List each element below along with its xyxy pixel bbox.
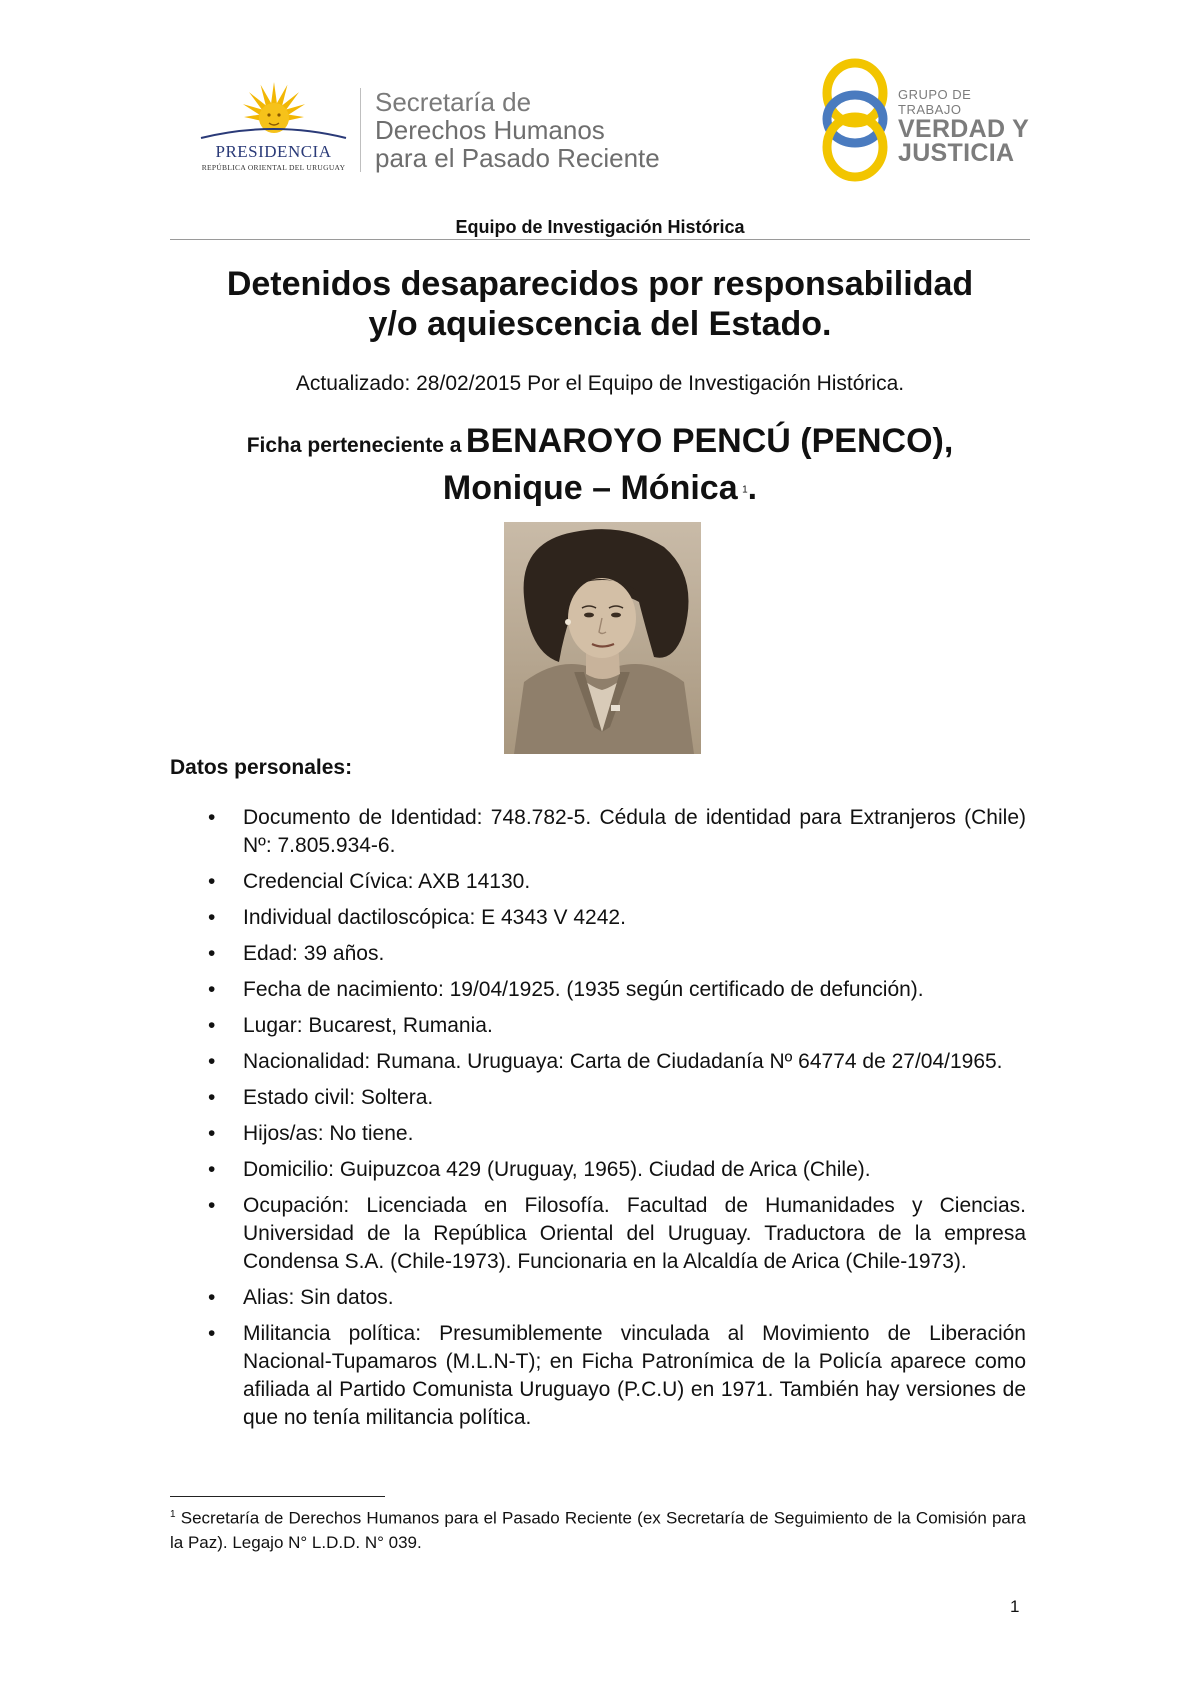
portrait-photo (504, 522, 701, 754)
list-item: • Fecha de nacimiento: 19/04/1925. (1935 según certificado de defunción). (170, 976, 1026, 1004)
list-item: • Alias: Sin datos. (170, 1284, 1026, 1312)
ficha-name-line-1: BENAROYO PENCÚ (PENCO), (465, 422, 954, 460)
list-item: • Individual dactiloscópica: E 4343 V 4242. (170, 904, 1026, 932)
footnote-number: 1 (170, 1509, 176, 1520)
grupo-line-1: GRUPO DE TRABAJO (898, 87, 972, 117)
list-item: • Nacionalidad: Rumana. Uruguaya: Carta de Ciudadanía Nº 64774 de 27/04/1965. (170, 1048, 1026, 1076)
team-header: Equipo de Investigación Histórica (455, 217, 745, 237)
document-title (140, 264, 1060, 344)
sun-emblem-icon (196, 80, 351, 142)
list-item: • Documento de Identidad: 748.782-5. Cédula de identidad para Extranjeros (Chile) Nº: 7.805.934-6. (170, 804, 1026, 860)
ficha-name-line-2: Monique – Mónica (442, 469, 738, 507)
list-item: • Militancia política: Presumiblemente vinculada al Movimiento de Liberación Nacional-Tupamaros (M.L.N-T); en Ficha Patronímica de la Policía aparece como afiliada al Partido Comunista Uruguayo (P.C.U) en 1971. También hay versiones de que no tenía militancia política. (170, 1320, 1026, 1432)
presidencia-label: PRESIDENCIA (215, 142, 332, 161)
footnote-text: Secretaría de Derechos Humanos para el Pasado Reciente (ex Secretaría de Seguimiento de la Comisión para la Paz). Legajo N° L.D.D. N° 039. (170, 1508, 1026, 1552)
presidencia-logo (196, 80, 351, 175)
footnote-ref[interactable]: 1 (742, 484, 748, 496)
interlocking-rings-icon (818, 55, 898, 183)
ficha-heading (140, 421, 1060, 515)
grupo-line-2: VERDAD Y (898, 115, 1030, 143)
list-item: • Credencial Cívica: AXB 14130. (170, 868, 1026, 896)
footnote-rule (170, 1496, 385, 1497)
footnote (170, 1503, 1026, 1555)
section-label-personal-data: Datos personales: (170, 756, 353, 779)
personal-data-list (170, 804, 1026, 1440)
list-item: • Hijos/as: No tiene. (170, 1120, 1026, 1148)
list-item: • Ocupación: Licenciada en Filosofía. Facultad de Humanidades y Ciencias. Universidad de la República Oriental del Uruguay. Traductora de la empresa Condensa S.A. (Chile-1973). Funcionaria en la Alcaldía de Arica (Chile-1973). (170, 1192, 1026, 1276)
verdad-justicia-logo (818, 55, 1033, 183)
secretaria-logo-text (375, 88, 660, 172)
secretaria-line-1: Secretaría de (375, 87, 532, 117)
list-item: • Edad: 39 años. (170, 940, 1026, 968)
presidencia-subtitle: REPÚBLICA ORIENTAL DEL URUGUAY (201, 163, 346, 172)
ficha-period: . (747, 469, 758, 507)
portrait-image (504, 522, 701, 754)
secretaria-line-2: Derechos Humanos (375, 115, 605, 145)
updated-line: Actualizado: 28/02/2015 Por el Equipo de Investigación Histórica. (295, 372, 905, 395)
ficha-prefix: Ficha perteneciente a (246, 434, 462, 457)
list-item: • Lugar: Bucarest, Rumania. (170, 1012, 1026, 1040)
verdad-justicia-text (898, 87, 1033, 165)
grupo-line-3: JUSTICIA (898, 139, 1015, 167)
header-divider (360, 88, 361, 172)
list-item: • Domicilio: Guipuzcoa 429 (Uruguay, 1965). Ciudad de Arica (Chile). (170, 1156, 1026, 1184)
title-line-2: y/o aquiescencia del Estado. (368, 305, 832, 343)
page-number: 1 (1010, 1597, 1020, 1616)
secretaria-line-3: para el Pasado Reciente (375, 143, 660, 173)
header-rule (170, 239, 1030, 240)
list-item: • Estado civil: Soltera. (170, 1084, 1026, 1112)
title-line-1: Detenidos desaparecidos por responsabilidad (226, 265, 974, 303)
